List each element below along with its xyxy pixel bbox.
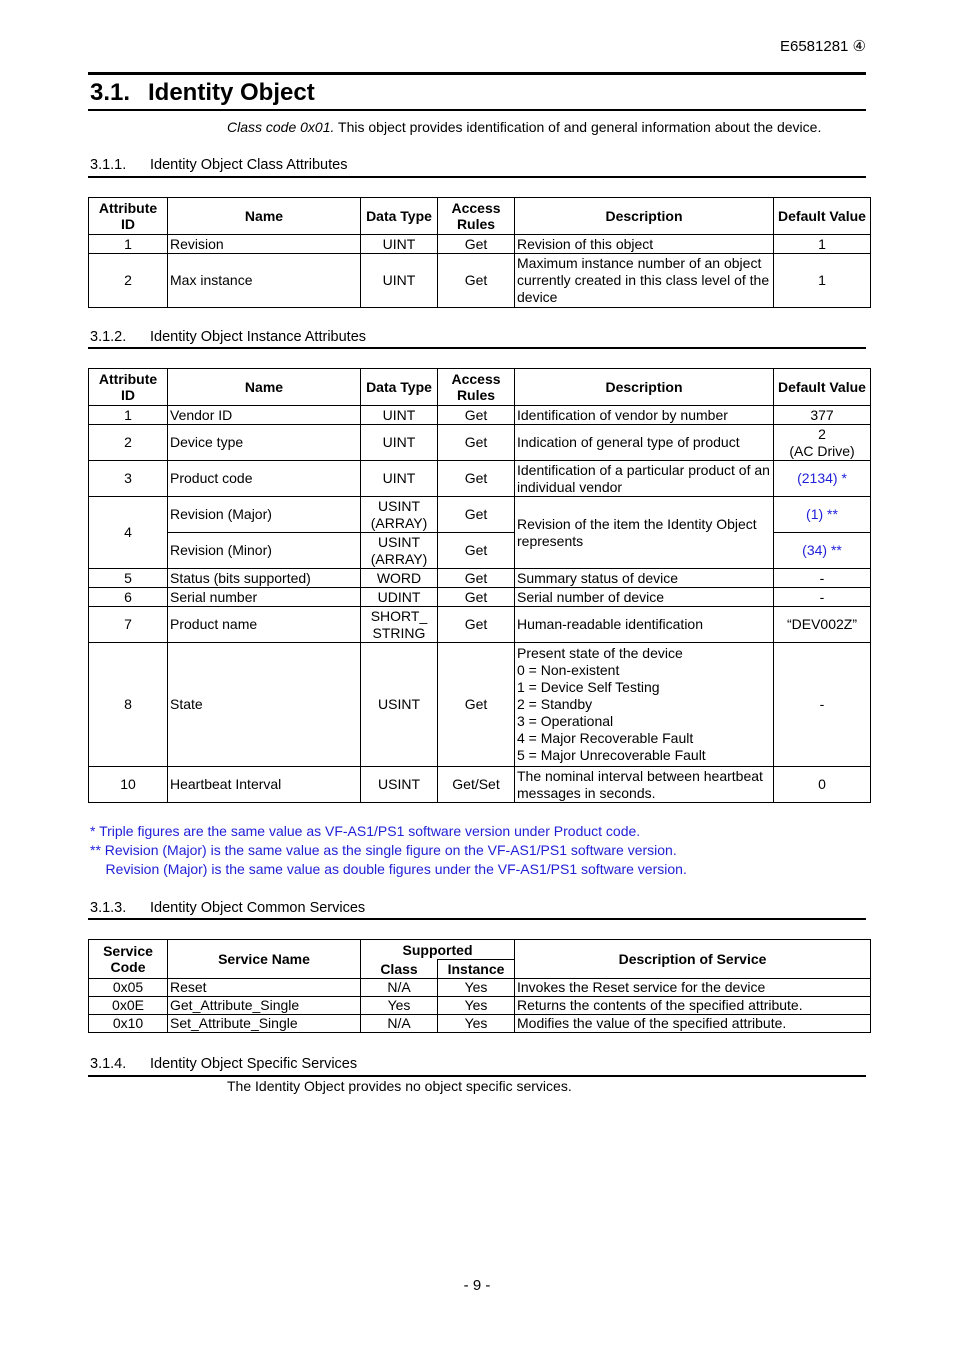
cell: 6 xyxy=(89,588,168,607)
cell: Modifies the value of the specified attribute. xyxy=(515,1015,871,1033)
table-row xyxy=(89,569,871,588)
section-title xyxy=(90,79,315,107)
col-header: Supported xyxy=(361,940,515,960)
cell: UINT xyxy=(361,461,438,497)
footnote: * Triple figures are the same value as VF-AS1/PS1 software version under Product code. xyxy=(90,823,641,839)
cell: Device type xyxy=(168,425,361,461)
cell: Get xyxy=(438,497,515,533)
col-header: Class xyxy=(361,960,438,979)
cell: 377 xyxy=(774,406,871,425)
cell: Get xyxy=(438,643,515,767)
class-code: Class code 0x01. xyxy=(227,119,335,135)
page-number: - 9 - xyxy=(463,1277,491,1294)
cell: - xyxy=(774,588,871,607)
table-row xyxy=(89,497,871,533)
col-header: Instance xyxy=(438,960,515,979)
cell: 7 xyxy=(89,607,168,643)
table-row xyxy=(89,1015,871,1033)
cell: Get xyxy=(438,425,515,461)
cell: UDINT xyxy=(361,588,438,607)
state-line: 0 = Non-existent xyxy=(517,662,620,678)
table-row xyxy=(89,997,871,1015)
footnote: Revision (Major) is the same value as double figures under the VF-AS1/PS1 software version. xyxy=(90,861,687,877)
table-row xyxy=(89,643,871,767)
document-number: E6581281 ④ xyxy=(779,38,866,55)
heading-number: 3.1.1. xyxy=(90,157,127,173)
cell: 0x05 xyxy=(89,979,168,997)
cell: USINT xyxy=(361,767,438,803)
cell: Maximum instance number of an object currently created in this class level of the device xyxy=(515,254,774,308)
cell: Summary status of device xyxy=(515,569,774,588)
heading-rule xyxy=(88,1075,866,1077)
section-number: 3.1. xyxy=(90,79,131,106)
cell: 0x10 xyxy=(89,1015,168,1033)
cell: The nominal interval between heartbeat messages in seconds. xyxy=(515,767,774,803)
cell: Get xyxy=(438,588,515,607)
state-line: 5 = Major Unrecoverable Fault xyxy=(517,747,706,763)
cell: Get xyxy=(438,533,515,569)
section-title-text: Identity Object xyxy=(148,79,315,106)
cell: - xyxy=(774,643,871,767)
table-row xyxy=(89,588,871,607)
col-header: Description xyxy=(515,198,774,235)
cell: Invokes the Reset service for the device xyxy=(515,979,871,997)
cell: Revision (Minor) xyxy=(168,533,361,569)
cell: UINT xyxy=(361,406,438,425)
heading-number: 3.1.4. xyxy=(90,1056,127,1072)
state-line: 2 = Standby xyxy=(517,696,593,712)
cell: Get xyxy=(438,569,515,588)
col-header: Default Value xyxy=(774,198,871,235)
cell: Get/Set xyxy=(438,767,515,803)
state-line: 3 = Operational xyxy=(517,713,614,729)
cell: Yes xyxy=(438,979,515,997)
cell: 10 xyxy=(89,767,168,803)
class-attributes-table xyxy=(88,197,871,308)
col-header: Description xyxy=(515,369,774,406)
cell: Vendor ID xyxy=(168,406,361,425)
common-services-table xyxy=(88,939,871,1033)
cell: UINT xyxy=(361,425,438,461)
cell: Get xyxy=(438,235,515,254)
cell: Returns the contents of the specified attribute. xyxy=(515,997,871,1015)
col-header: Name xyxy=(168,198,361,235)
cell: 1 xyxy=(774,235,871,254)
cell: UINT xyxy=(361,235,438,254)
table-row xyxy=(89,406,871,425)
cell: State xyxy=(168,643,361,767)
cell: Revision of this object xyxy=(515,235,774,254)
cell: Heartbeat Interval xyxy=(168,767,361,803)
cell: 4 xyxy=(89,497,168,569)
heading-number: 3.1.3. xyxy=(90,900,127,916)
col-header: Data Type xyxy=(361,369,438,406)
table-row xyxy=(89,607,871,643)
header-rule xyxy=(88,72,866,75)
instance-attributes-heading xyxy=(90,329,366,345)
cell: 0 xyxy=(774,767,871,803)
specific-services-text: The Identity Object provides no object specific services. xyxy=(227,1078,572,1094)
cell: Serial number of device xyxy=(515,588,774,607)
state-description-cell xyxy=(515,643,774,767)
col-header: Description of Service xyxy=(515,940,871,979)
cell: Revision xyxy=(168,235,361,254)
heading-text: Identity Object Instance Attributes xyxy=(150,329,367,345)
table-row xyxy=(89,235,871,254)
col-header: Attribute ID xyxy=(89,198,168,235)
state-line: 1 = Device Self Testing xyxy=(517,679,660,695)
default-value: 2 xyxy=(818,425,826,442)
col-header: Attribute ID xyxy=(89,369,168,406)
table-row xyxy=(89,461,871,497)
cell: Identification of vendor by number xyxy=(515,406,774,425)
cell: Serial number xyxy=(168,588,361,607)
intro-paragraph xyxy=(227,119,821,135)
cell: 1 xyxy=(774,254,871,308)
cell: 2 xyxy=(89,425,168,461)
cell: Yes xyxy=(438,1015,515,1033)
cell: Get xyxy=(438,607,515,643)
cell: 0x0E xyxy=(89,997,168,1015)
cell: Yes xyxy=(438,997,515,1015)
table-row xyxy=(89,425,871,461)
cell: (1) ** xyxy=(774,497,871,533)
table-header-row xyxy=(89,940,871,960)
cell: 1 xyxy=(89,406,168,425)
cell: “DEV002Z” xyxy=(774,607,871,643)
col-header: Service Code xyxy=(89,940,168,979)
table-header-row xyxy=(89,198,871,235)
cell: 5 xyxy=(89,569,168,588)
footnote: ** Revision (Major) is the same value as the single figure on the VF-AS1/PS1 software version. xyxy=(90,842,677,858)
col-header: Data Type xyxy=(361,198,438,235)
cell: Get xyxy=(438,406,515,425)
common-services-heading xyxy=(90,900,365,916)
specific-services-heading xyxy=(90,1056,357,1072)
default-value-note: (AC Drive) xyxy=(789,442,855,459)
col-header: Name xyxy=(168,369,361,406)
col-header: Access Rules xyxy=(438,198,515,235)
cell: 8 xyxy=(89,643,168,767)
col-header: Access Rules xyxy=(438,369,515,406)
cell: USINT (ARRAY) xyxy=(361,533,438,569)
cell: USINT (ARRAY) xyxy=(361,497,438,533)
state-line: Present state of the device xyxy=(517,645,683,661)
table-row xyxy=(89,979,871,997)
cell: Reset xyxy=(168,979,361,997)
cell: Revision of the item the Identity Object represents xyxy=(515,497,774,569)
cell: Product name xyxy=(168,607,361,643)
cell: Yes xyxy=(361,997,438,1015)
cell: Human-readable identification xyxy=(515,607,774,643)
cell: Revision (Major) xyxy=(168,497,361,533)
heading-text: Identity Object Specific Services xyxy=(150,1056,358,1072)
cell: 1 xyxy=(89,235,168,254)
cell: Set_Attribute_Single xyxy=(168,1015,361,1033)
cell: 2 xyxy=(89,254,168,308)
cell: Product code xyxy=(168,461,361,497)
heading-text: Identity Object Common Services xyxy=(150,900,366,916)
heading-rule xyxy=(88,347,866,349)
cell xyxy=(774,425,871,461)
cell: 3 xyxy=(89,461,168,497)
heading-text: Identity Object Class Attributes xyxy=(150,157,348,173)
heading-number: 3.1.2. xyxy=(90,329,127,345)
cell: SHORT_ STRING xyxy=(361,607,438,643)
intro-text: This object provides identification of and general information about the device. xyxy=(334,119,822,135)
table-row xyxy=(89,254,871,308)
cell: WORD xyxy=(361,569,438,588)
class-attributes-heading xyxy=(90,157,347,173)
cell: Status (bits supported) xyxy=(168,569,361,588)
cell: Get xyxy=(438,254,515,308)
col-header: Service Name xyxy=(168,940,361,979)
cell: Get_Attribute_Single xyxy=(168,997,361,1015)
instance-attributes-table xyxy=(88,368,871,803)
cell: Indication of general type of product xyxy=(515,425,774,461)
cell: USINT xyxy=(361,643,438,767)
cell: N/A xyxy=(361,979,438,997)
table-row xyxy=(89,767,871,803)
cell: (34) ** xyxy=(774,533,871,569)
heading-rule xyxy=(88,176,866,178)
cell: N/A xyxy=(361,1015,438,1033)
cell: (2134) * xyxy=(774,461,871,497)
cell: UINT xyxy=(361,254,438,308)
table-header-row xyxy=(89,369,871,406)
col-header: Default Value xyxy=(774,369,871,406)
cell: Identification of a particular product of an individual vendor xyxy=(515,461,774,497)
title-rule xyxy=(88,109,866,111)
state-line: 4 = Major Recoverable Fault xyxy=(517,730,694,746)
cell: Max instance xyxy=(168,254,361,308)
heading-rule xyxy=(88,918,866,920)
cell: Get xyxy=(438,461,515,497)
cell: - xyxy=(774,569,871,588)
